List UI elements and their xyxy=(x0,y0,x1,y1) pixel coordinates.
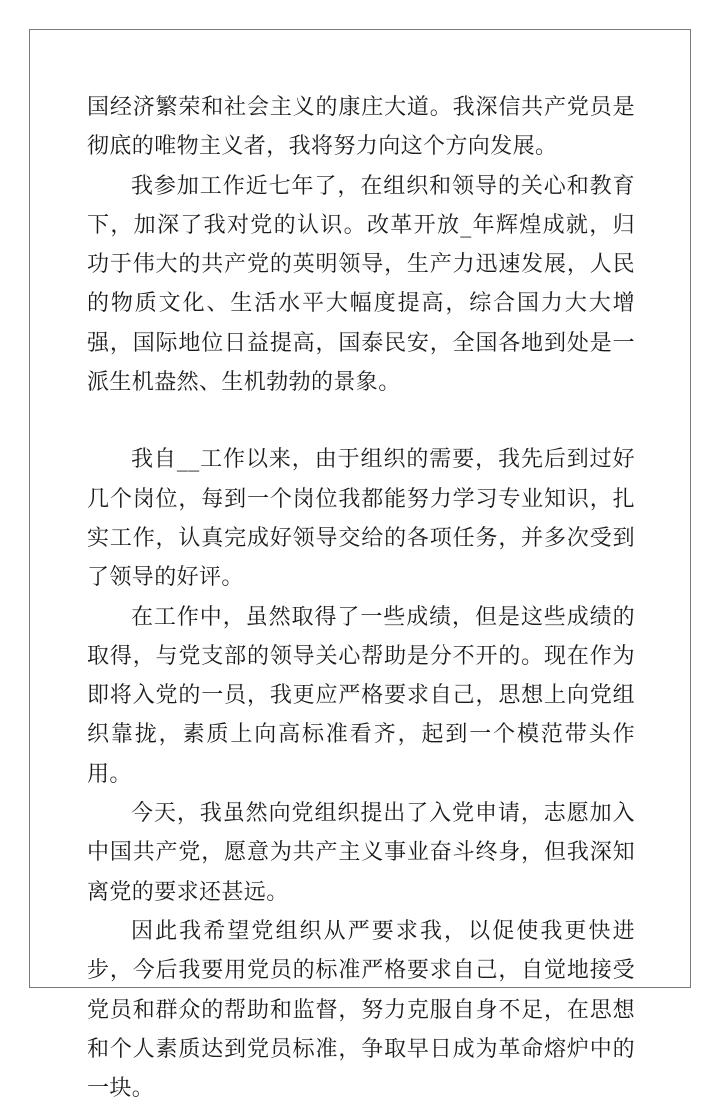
paragraph-achievements: 在工作中，虽然取得了一些成绩，但是这些成绩的取得，与党支部的领导关心帮助是分不开的。现在作为即将入党的一员，我更应严格要求自己，思想上向党组织靠拢，素质上向高标准看齐，起到一个模范带头作用。 xyxy=(87,604,635,787)
paragraph-continuation: 国经济繁荣和社会主义的康庄大道。我深信共产党员是彻底的唯物主义者，我将努力向这个方向发展。 xyxy=(87,95,635,160)
paragraph-positions: 我自__工作以来，由于组织的需要，我先后到过好几个岗位，每到一个岗位我都能努力学习专业知识，扎实工作，认真完成好领导交给的各项任务，并多次受到了领导的好评。 xyxy=(87,447,635,591)
paragraph-application: 今天，我虽然向党组织提出了入党申请，志愿加入中国共产党，愿意为共产主义事业奋斗终身，但我深知离党的要求还甚远。 xyxy=(87,801,635,905)
document-body xyxy=(87,88,635,1108)
paragraph-work-experience: 我参加工作近七年了，在组织和领导的关心和教育下，加深了我对党的认识。改革开放_年辉煌成就，归功于伟大的共产党的英明领导，生产力迅速发展，人民的物质文化、生活水平大幅度提高，综合国力大大增强，国际地位日益提高，国泰民安，全国各地到处是一派生机盎然、生机勃勃的景象。 xyxy=(87,173,635,396)
paragraph-commitment: 因此我希望党组织从严要求我，以促使我更快进步，今后我要用党员的标准严格要求自己，自觉地接受党员和群众的帮助和监督，努力克服自身不足，在思想和个人素质达到党员标准，争取早日成为革命熔炉中的一块。 xyxy=(87,918,635,1102)
paragraph-gap xyxy=(87,402,635,440)
